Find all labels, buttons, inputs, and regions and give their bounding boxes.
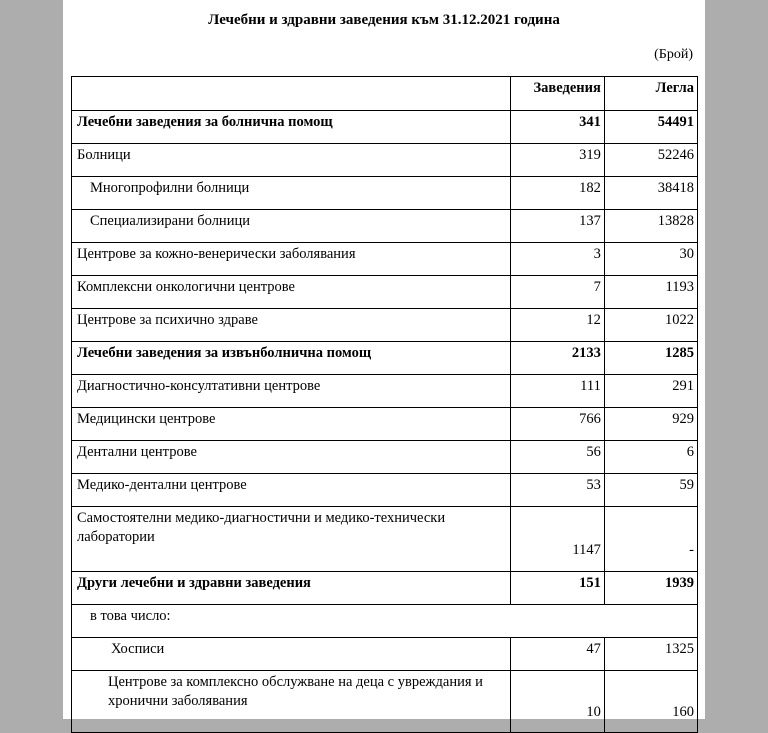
row-label: Комплексни онкологични центрове — [72, 276, 511, 309]
table-row — [72, 177, 698, 210]
row-beds: 291 — [604, 375, 697, 408]
row-facilities: 341 — [510, 111, 604, 144]
row-beds: 1193 — [604, 276, 697, 309]
row-beds: 1285 — [604, 342, 697, 375]
row-facilities: 53 — [510, 474, 604, 507]
row-label: Лечебни заведения за болнична помощ — [72, 111, 511, 144]
row-label: Центрове за комплексно обслужване на деца с увреждания и хронични заболявания — [72, 671, 511, 733]
table-row — [72, 309, 698, 342]
row-facilities: 319 — [510, 144, 604, 177]
row-label: Лечебни заведения за извънболнична помощ — [72, 342, 511, 375]
row-facilities: 56 — [510, 441, 604, 474]
table-row — [72, 671, 698, 733]
row-label: Дентални центрове — [72, 441, 511, 474]
unit-label: (Брой) — [654, 47, 693, 62]
row-beds: 1939 — [604, 572, 697, 605]
table-row — [72, 375, 698, 408]
row-label: Болници — [72, 144, 511, 177]
row-beds: 1325 — [604, 638, 697, 671]
row-facilities: 151 — [510, 572, 604, 605]
row-label: Диагностично-консултативни центрове — [72, 375, 511, 408]
row-beds: 929 — [604, 408, 697, 441]
facilities-table — [71, 76, 698, 733]
table-row — [72, 144, 698, 177]
table-row-subheading — [72, 605, 698, 638]
row-facilities: 12 — [510, 309, 604, 342]
row-facilities: 2133 — [510, 342, 604, 375]
row-facilities: 182 — [510, 177, 604, 210]
document-page — [63, 0, 705, 719]
row-beds: 1022 — [604, 309, 697, 342]
table-row — [72, 408, 698, 441]
row-beds: 30 — [604, 243, 697, 276]
row-facilities: 10 — [510, 671, 604, 733]
table-row — [72, 276, 698, 309]
table-row — [72, 474, 698, 507]
row-facilities: 766 — [510, 408, 604, 441]
row-label: Многопрофилни болници — [72, 177, 511, 210]
row-label: Самостоятелни медико-диагностични и медико-технически лаборатории — [72, 507, 511, 572]
row-beds: 13828 — [604, 210, 697, 243]
row-label: Хосписи — [72, 638, 511, 671]
header-cell-facilities: Заведения — [510, 77, 604, 111]
row-beds: - — [604, 507, 697, 572]
row-label: в това число: — [72, 605, 698, 638]
row-label: Други лечебни и здравни заведения — [72, 572, 511, 605]
row-beds: 54491 — [604, 111, 697, 144]
row-beds: 160 — [604, 671, 697, 733]
table-row — [72, 507, 698, 572]
table-row — [72, 243, 698, 276]
header-cell-category — [72, 77, 511, 111]
row-label: Специализирани болници — [72, 210, 511, 243]
table-row — [72, 111, 698, 144]
row-label: Центрове за кожно-венерически заболявания — [72, 243, 511, 276]
row-beds: 6 — [604, 441, 697, 474]
table-row — [72, 441, 698, 474]
table-row — [72, 572, 698, 605]
table-row — [72, 342, 698, 375]
document-title: Лечебни и здравни заведения към 31.12.2021 година — [208, 12, 560, 28]
row-facilities: 137 — [510, 210, 604, 243]
row-facilities: 47 — [510, 638, 604, 671]
row-beds: 59 — [604, 474, 697, 507]
table-row — [72, 210, 698, 243]
row-facilities: 111 — [510, 375, 604, 408]
row-label: Центрове за психично здраве — [72, 309, 511, 342]
row-facilities: 1147 — [510, 507, 604, 572]
row-beds: 38418 — [604, 177, 697, 210]
table-row — [72, 638, 698, 671]
row-label: Медицински центрове — [72, 408, 511, 441]
row-label: Медико-дентални центрове — [72, 474, 511, 507]
row-facilities: 7 — [510, 276, 604, 309]
table-header-row — [72, 77, 698, 111]
row-beds: 52246 — [604, 144, 697, 177]
row-facilities: 3 — [510, 243, 604, 276]
header-cell-beds: Легла — [604, 77, 697, 111]
